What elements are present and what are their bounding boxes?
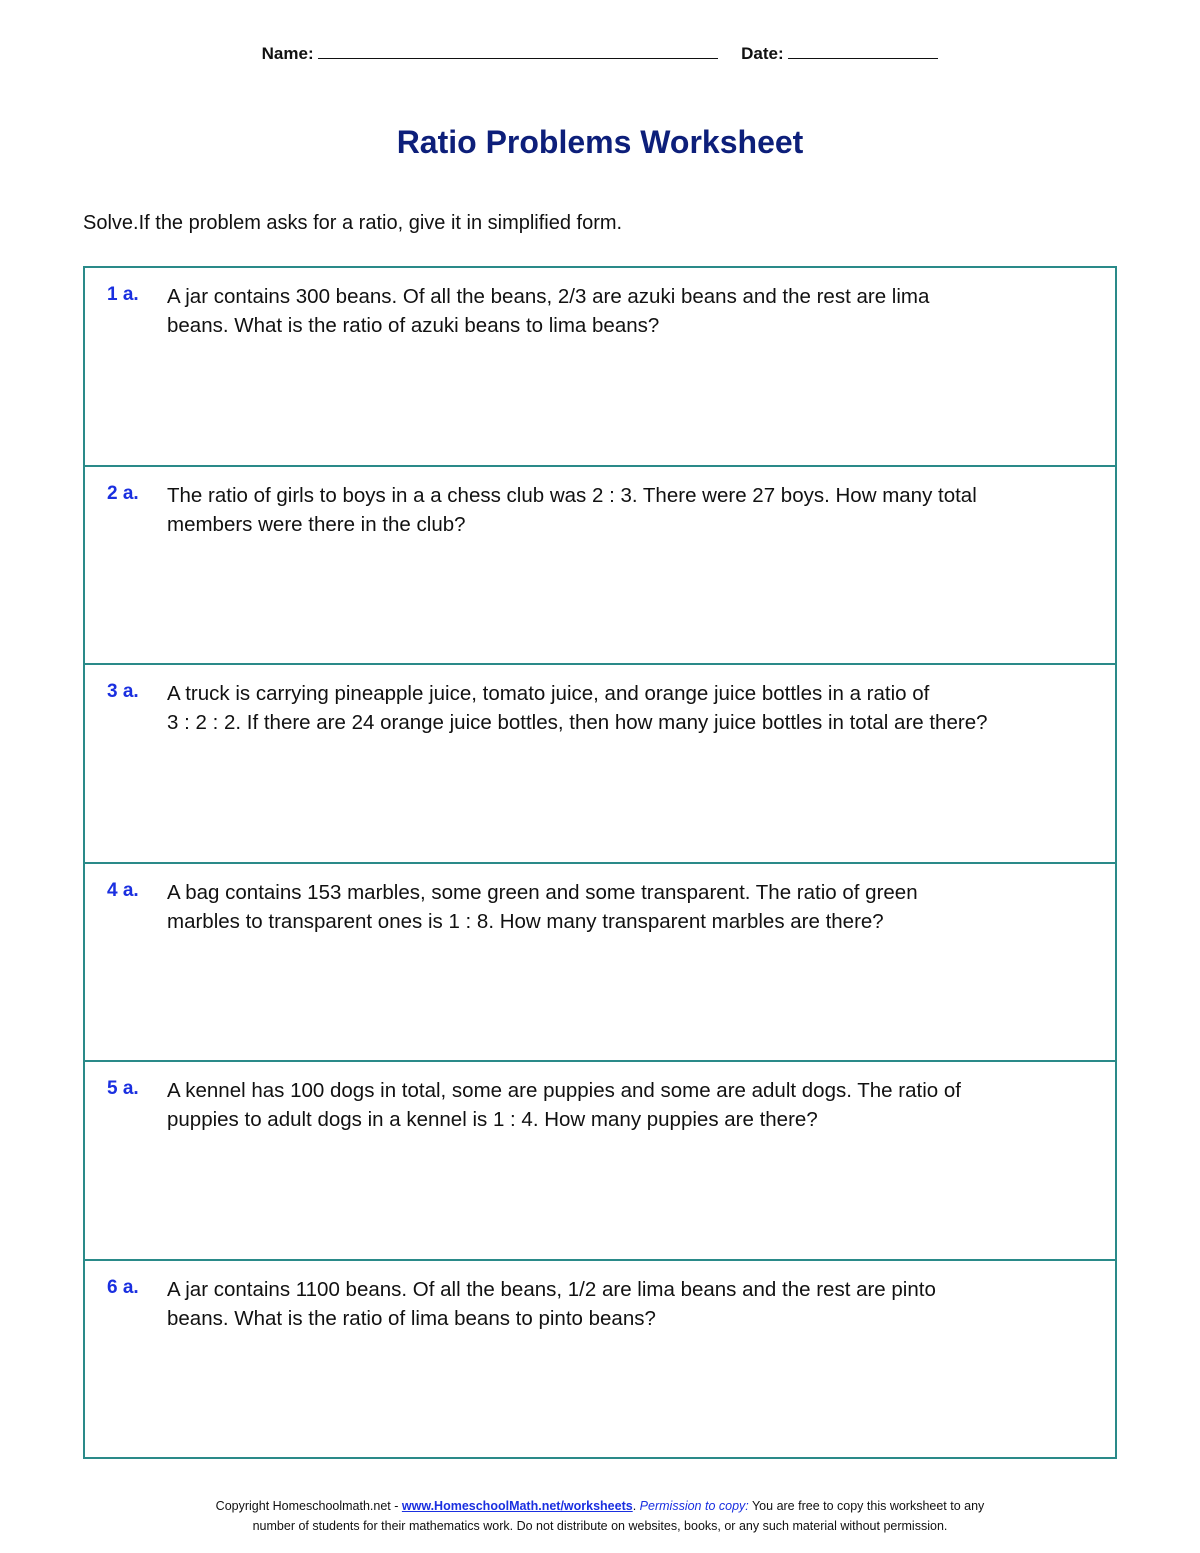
- student-info-header: [0, 44, 1200, 64]
- problem-text: [167, 1275, 1117, 1333]
- problem-line: The ratio of girls to boys in a a chess club was 2 : 3. There were 27 boys. How many total: [167, 483, 977, 507]
- worksheet-title: Ratio Problems Worksheet: [396, 124, 804, 160]
- copyright-footer: [0, 1496, 1200, 1536]
- worksheets-link[interactable]: www.HomeschoolMath.net/worksheets: [401, 1499, 633, 1513]
- problem-number: 3 a.: [107, 681, 139, 702]
- problem-line: puppies to adult dogs in a kennel is 1 : 4. How many puppies are there?: [167, 1108, 818, 1131]
- problem-number: 1 a.: [107, 284, 139, 305]
- problem-line: 3 : 2 : 2. If there are 24 orange juice bottles, then how many juice bottles in total are there?: [167, 711, 988, 734]
- problem-line: members were there in the club?: [167, 512, 466, 536]
- problem-line: A truck is carrying pineapple juice, tomato juice, and orange juice bottles in a ratio of: [167, 682, 930, 705]
- problem-number: 6 a.: [107, 1276, 139, 1298]
- problem-cell-2[interactable]: [85, 467, 1115, 666]
- footer-line-2: number of students for their mathematics work. Do not distribute on websites, books, or any such material without permission.: [252, 1519, 948, 1533]
- problems-table: [83, 266, 1117, 1459]
- problem-line: A bag contains 153 marbles, some green and some transparent. The ratio of green: [167, 880, 918, 904]
- name-label: Name:: [261, 44, 314, 63]
- problem-line: A jar contains 300 beans. Of all the beans, 2/3 are azuki beans and the rest are lima: [167, 285, 930, 308]
- problem-line: marbles to transparent ones is 1 : 8. How many transparent marbles are there?: [167, 909, 884, 933]
- problem-cell-1[interactable]: [85, 268, 1115, 467]
- problem-text: [167, 679, 1117, 737]
- problem-cell-3[interactable]: [85, 665, 1115, 864]
- problem-number: 4 a.: [107, 879, 139, 901]
- problem-text: [167, 481, 1117, 539]
- link-suffix: .: [632, 1499, 640, 1513]
- problem-cell-6[interactable]: [85, 1261, 1115, 1460]
- footer-line-1: [0, 1496, 1200, 1516]
- problem-line: A jar contains 1100 beans. Of all the beans, 1/2 are lima beans and the rest are pinto: [167, 1277, 936, 1301]
- date-field-line[interactable]: [788, 44, 938, 59]
- permission-label: Permission to copy:: [639, 1499, 749, 1513]
- problem-number: 5 a.: [107, 1078, 139, 1099]
- problem-line: A kennel has 100 dogs in total, some are puppies and some are adult dogs. The ratio of: [167, 1079, 961, 1102]
- permission-text: You are free to copy this worksheet to any: [748, 1499, 985, 1513]
- date-label: Date:: [741, 44, 784, 63]
- problem-text: [167, 282, 1117, 340]
- problem-cell-5[interactable]: [85, 1062, 1115, 1261]
- name-field-line[interactable]: [318, 44, 718, 59]
- problem-text: [167, 878, 1117, 936]
- problem-text: [167, 1076, 1117, 1134]
- problem-cell-4[interactable]: [85, 864, 1115, 1063]
- problem-number: 2 a.: [107, 482, 139, 504]
- copyright-text: Copyright Homeschoolmath.net -: [215, 1499, 402, 1513]
- problem-line: beans. What is the ratio of azuki beans to lima beans?: [167, 314, 660, 337]
- instructions-text: Solve.If the problem asks for a ratio, give it in simplified form.: [83, 212, 623, 234]
- problem-line: beans. What is the ratio of lima beans to pinto beans?: [167, 1306, 656, 1330]
